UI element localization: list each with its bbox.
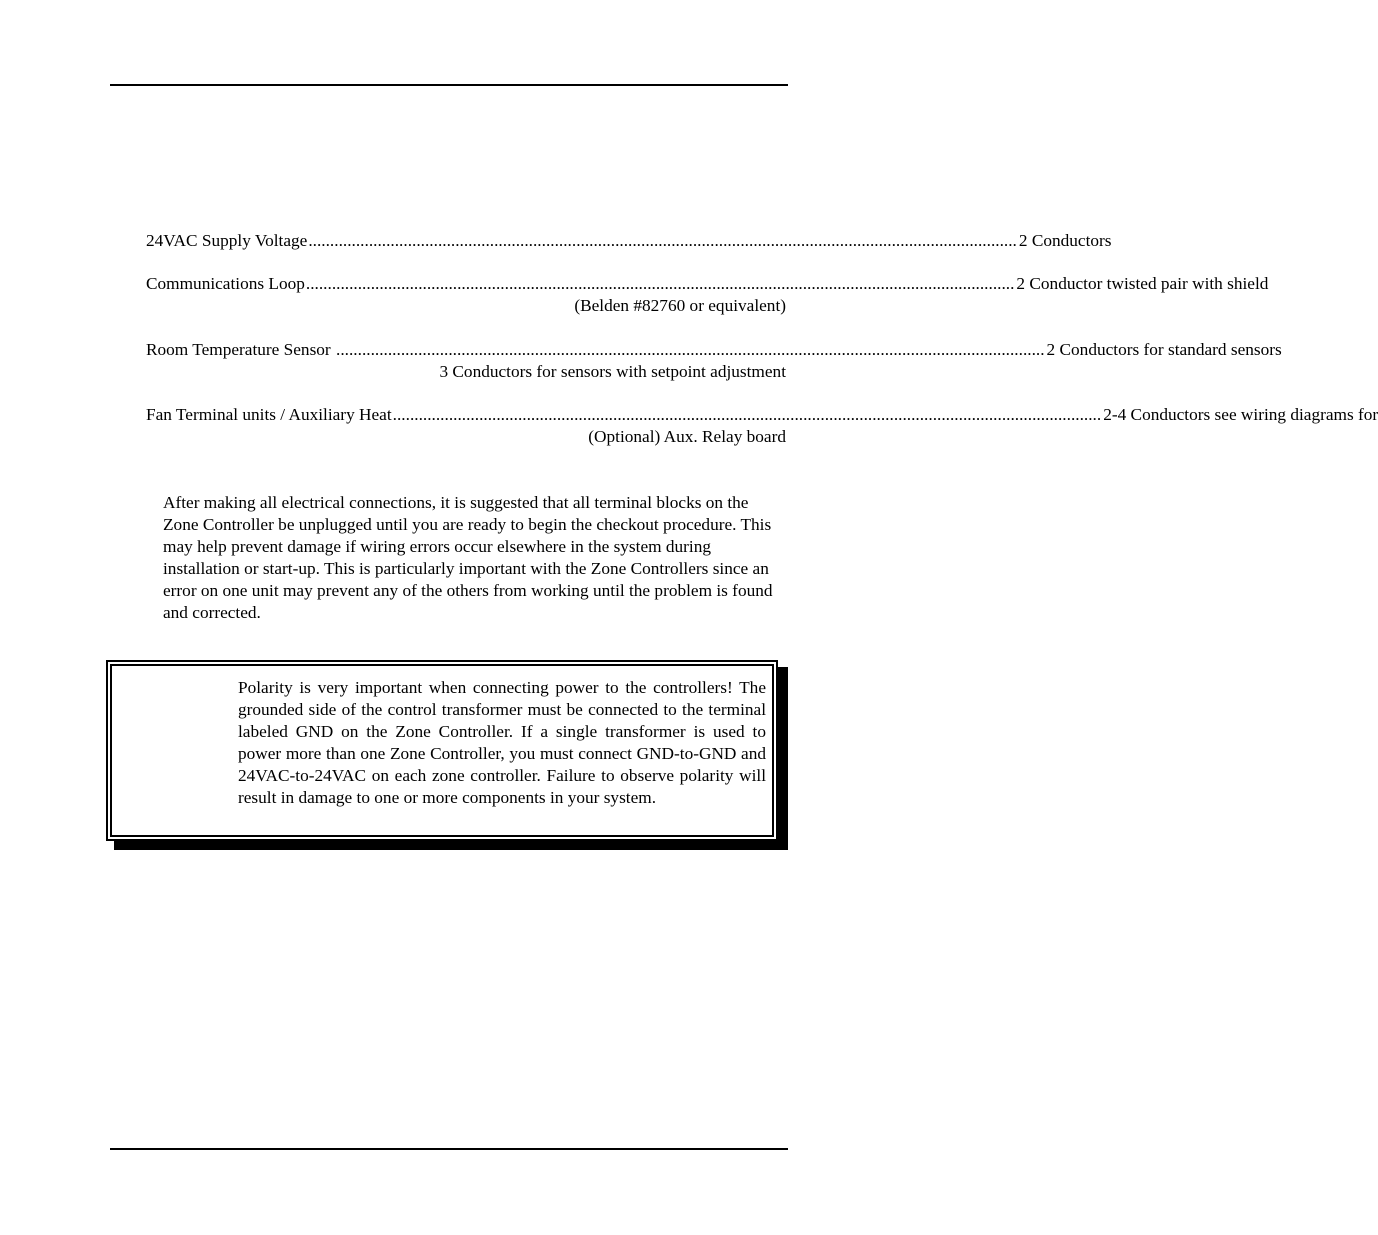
spec-label: Communications Loop [146, 274, 305, 293]
spec-value: 2 Conductors [1018, 231, 1112, 250]
dot-leader: .................................................................................................................................................................... [308, 231, 1017, 250]
spec-label: Room Temperature Sensor [146, 340, 336, 359]
header-rule [110, 84, 788, 86]
footer-rule [110, 1148, 788, 1150]
note-paragraph: After making all electrical connections, it is suggested that all terminal blocks on the Zone Controller be unplugged until you are ready to begin the checkout procedure. This may help prevent damage if wiring errors occur elsewhere in the system during installation or start-up. This is particularly important with the Zone Controllers since an error on one unit may prevent any of the others from working until the problem is found and corrected. [163, 493, 773, 622]
dot-leader: .................................................................................................................................................................... [305, 274, 1015, 293]
spec-row-room-temperature-sensor [146, 339, 1282, 383]
spec-label: 24VAC Supply Voltage [146, 231, 308, 250]
spec-continuation: (Optional) Aux. Relay board [588, 427, 786, 446]
spec-value: 2 Conductor twisted pair with shield [1016, 274, 1269, 293]
spec-value: 2 Conductors for standard sensors [1046, 340, 1282, 359]
dot-leader: .................................................................................................................................................................... [336, 340, 1045, 359]
spec-row-supply-voltage [146, 230, 1112, 252]
spec-continuation: 3 Conductors for sensors with setpoint adjustment [439, 362, 786, 381]
dot-leader: .................................................................................................................................................................... [392, 405, 1102, 424]
spec-continuation: (Belden #82760 or equivalent) [574, 296, 786, 315]
spec-label: Fan Terminal units / Auxiliary Heat [146, 405, 392, 424]
spec-row-communications-loop [146, 273, 1269, 317]
warning-text: Polarity is very important when connecting power to the controllers! The grounded side of the control transformer must be connected to the terminal labeled GND on the Zone Controller. If a single transformer is used to power more than one Zone Controller, you must connect GND-to-GND and 24VAC-to-24VAC on each zone controller. Failure to observe polarity will result in damage to one or more components in your system. [238, 678, 766, 807]
spec-row-fan-terminal-units [146, 404, 1378, 448]
warning-box [106, 660, 778, 841]
spec-value: 2-4 Conductors see wiring diagrams for [1103, 405, 1378, 424]
